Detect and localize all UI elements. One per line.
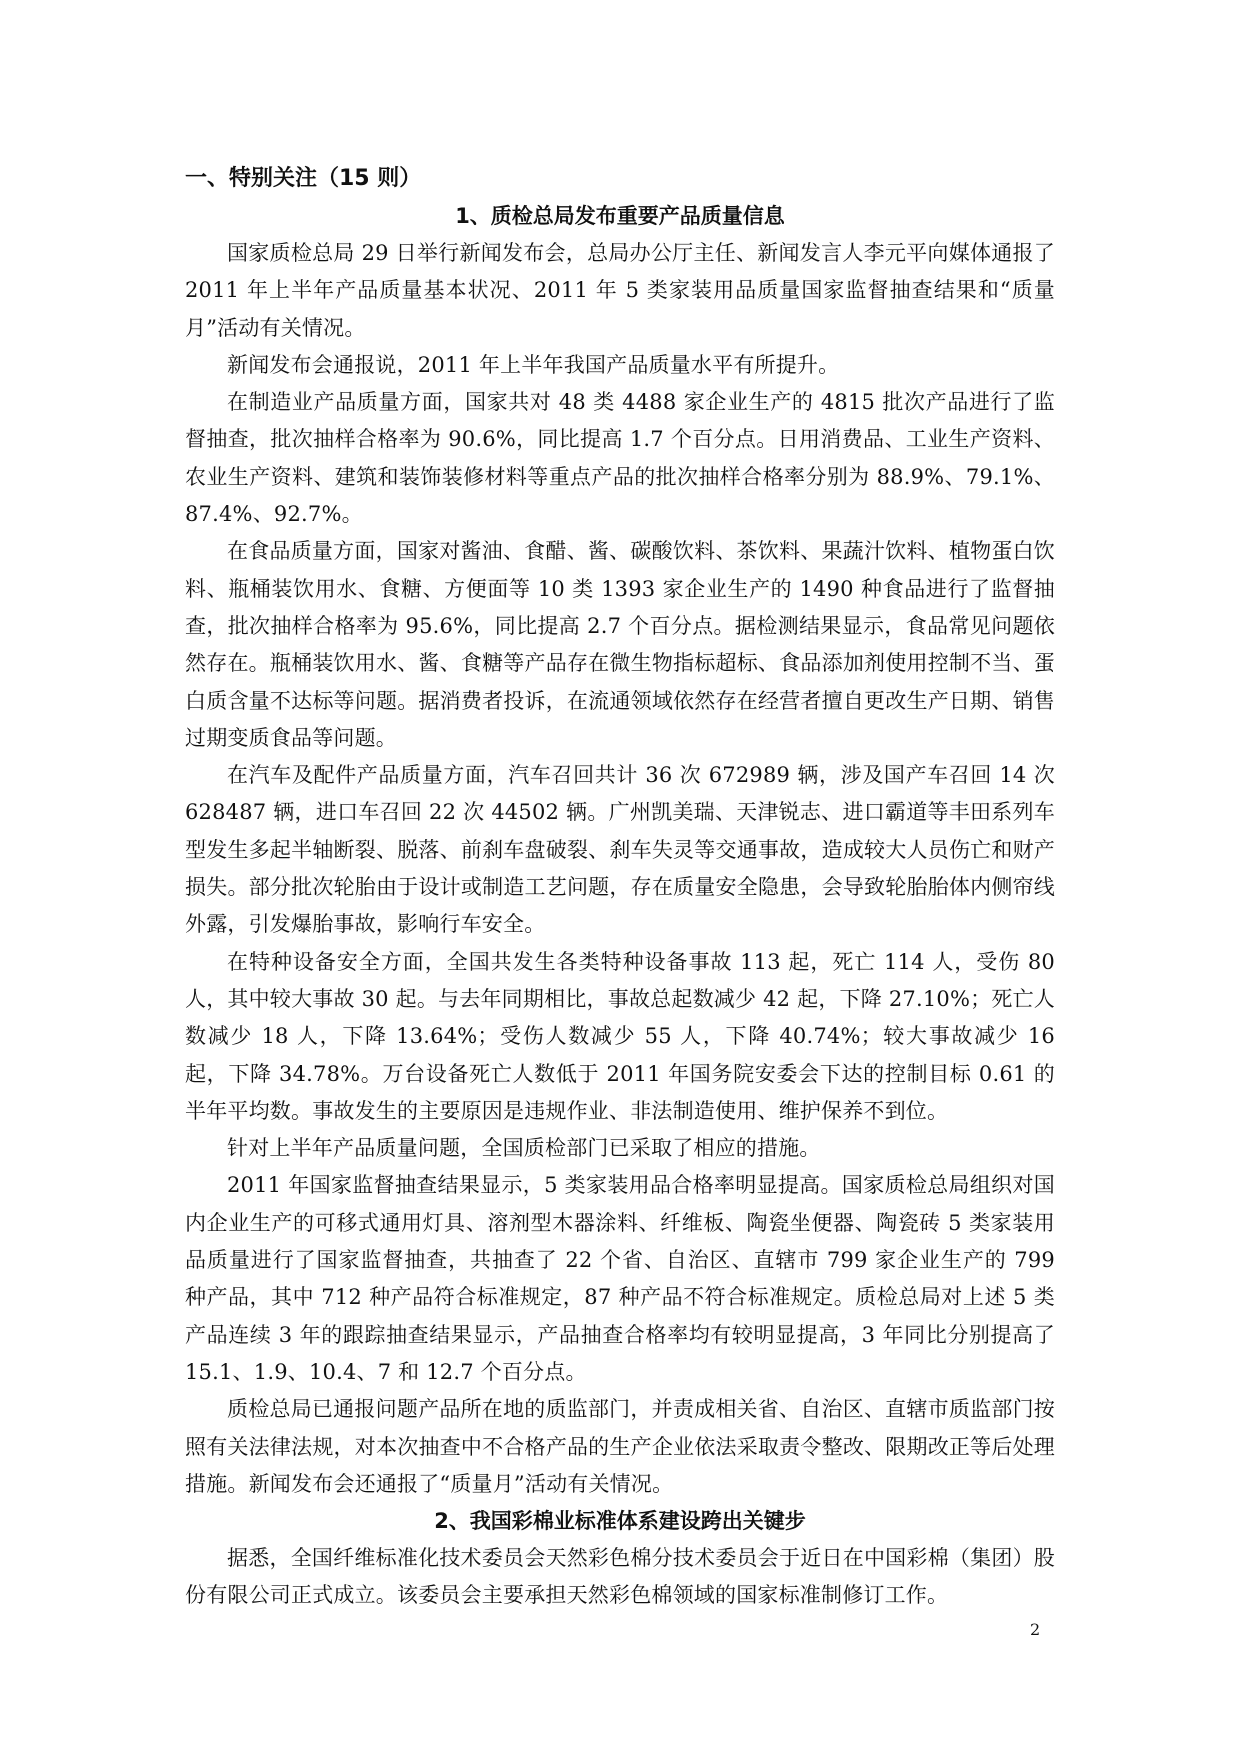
- paragraph: 据悉，全国纤维标准化技术委员会天然彩色棉分技术委员会于近日在中国彩棉（集团）股份有限公司正式成立。该委员会主要承担天然彩色棉领域的国家标准制修订工作。: [185, 1546, 1055, 1608]
- article-title: 1、质检总局发布重要产品质量信息: [455, 204, 785, 228]
- page-content: [185, 160, 1055, 1615]
- page-number: 2: [1030, 1620, 1041, 1639]
- paragraph: 2011 年国家监督抽查结果显示，5 类家装用品合格率明显提高。国家质检总局组织对国内企业生产的可移式通用灯具、溶剂型木器涂料、纤维板、陶瓷坐便器、陶瓷砖 5 类家装用品质量进行了国家监督抽查，共抽查了 22 个省、自治区、直辖市 799 家企业生产的 799 种产品，其中 712 种产品符合标准规定，87 种产品不符合标准规定。质检总局对上述 5 类产品连续 3 年的跟踪抽查结果显示，产品抽查合格率均有较明显提高，3 年同比分别提高了 15.1、1.9、10.4、7 和 12.7 个百分点。: [185, 1173, 1055, 1384]
- paragraph: 在食品质量方面，国家对酱油、食醋、酱、碳酸饮料、茶饮料、果蔬汁饮料、植物蛋白饮料、瓶桶装饮用水、食糖、方便面等 10 类 1393 家企业生产的 1490 种食品进行了监督抽查，批次抽样合格率为 95.6%，同比提高 2.7 个百分点。据检测结果显示，食品常见问题依然存在。瓶桶装饮用水、酱、食糖等产品存在微生物指标超标、食品添加剂使用控制不当、蛋白质含量不达标等问题。据消费者投诉，在流通领域依然存在经营者擅自更改生产日期、销售过期变质食品等问题。: [185, 539, 1055, 750]
- paragraph: 针对上半年产品质量问题，全国质检部门已采取了相应的措施。: [227, 1136, 821, 1161]
- section-heading: 一、特别关注（15 则）: [185, 166, 422, 191]
- paragraph: 质检总局已通报问题产品所在地的质监部门，并责成相关省、自治区、直辖市质监部门按照有关法律法规，对本次抽查中不合格产品的生产企业依法采取责令整改、限期改正等后处理措施。新闻发布会还通报了“质量月”活动有关情况。: [185, 1397, 1055, 1496]
- paragraph: 新闻发布会通报说，2011 年上半年我国产品质量水平有所提升。: [227, 352, 840, 377]
- paragraph: 在特种设备安全方面，全国共发生各类特种设备事故 113 起，死亡 114 人，受伤 80 人，其中较大事故 30 起。与去年同期相比，事故总起数减少 42 起，下降 27.10%；死亡人数减少 18 人，下降 13.64%；受伤人数减少 55 人，下降 40.74%；较大事故减少 16 起，下降 34.78%。万台设备死亡人数低于 2011 年国务院安委会下达的控制目标 0.61 的半年平均数。事故发生的主要原因是违规作业、非法制造使用、维护保养不到位。: [185, 949, 1055, 1123]
- article-title: 2、我国彩棉业标准体系建设跨出关键步: [434, 1509, 806, 1534]
- paragraph: 国家质检总局 29 日举行新闻发布会，总局办公厅主任、新闻发言人李元平向媒体通报了 2011 年上半年产品质量基本状况、2011 年 5 类家装用品质量国家监督抽查结果和“质量月”活动有关情况。: [185, 241, 1055, 340]
- paragraph: 在制造业产品质量方面，国家共对 48 类 4488 家企业生产的 4815 批次产品进行了监督抽查，批次抽样合格率为 90.6%，同比提高 1.7 个百分点。日用消费品、工业生产资料、农业生产资料、建筑和装饰装修材料等重点产品的批次抽样合格率分别为 88.9%、79.1%、87.4%、92.7%。: [185, 390, 1055, 527]
- paragraph: 在汽车及配件产品质量方面，汽车召回共计 36 次 672989 辆，涉及国产车召回 14 次 628487 辆，进口车召回 22 次 44502 辆。广州凯美瑞、天津锐志、进口霸道等丰田系列车型发生多起半轴断裂、脱落、前刹车盘破裂、刹车失灵等交通事故，造成较大人员伤亡和财产损失。部分批次轮胎由于设计或制造工艺问题，存在质量安全隐患，会导致轮胎胎体内侧帘线外露，引发爆胎事故，影响行车安全。: [185, 763, 1055, 937]
